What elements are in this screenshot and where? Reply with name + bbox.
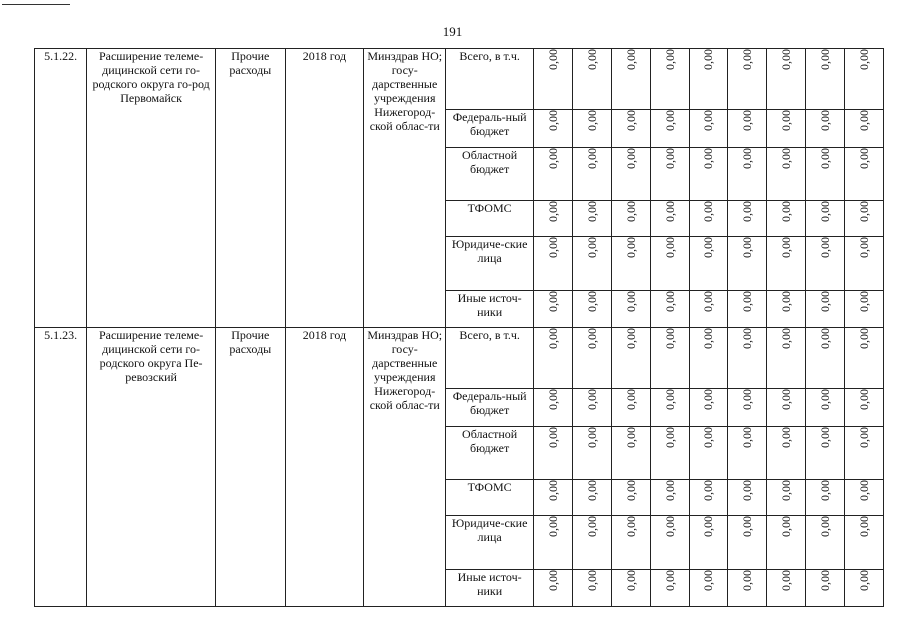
value-text: 0,00 — [779, 148, 794, 169]
value-text: 0,00 — [623, 328, 638, 349]
value-cell — [806, 389, 845, 427]
value-cell — [650, 427, 689, 480]
value-cell — [728, 148, 767, 201]
value-cell — [572, 427, 611, 480]
value-text: 0,00 — [779, 427, 794, 448]
value-text: 0,00 — [584, 49, 599, 70]
value-cell — [689, 516, 728, 570]
value-cell — [534, 389, 573, 427]
value-text: 0,00 — [740, 570, 755, 591]
value-text: 0,00 — [701, 389, 716, 410]
value-text: 0,00 — [779, 389, 794, 410]
value-cell — [572, 516, 611, 570]
value-text: 0,00 — [856, 389, 871, 410]
value-text: 0,00 — [856, 570, 871, 591]
value-text: 0,00 — [623, 389, 638, 410]
value-cell — [611, 389, 650, 427]
value-cell — [572, 110, 611, 148]
value-text: 0,00 — [623, 291, 638, 312]
value-cell — [767, 480, 806, 516]
table-row — [35, 49, 884, 110]
value-text: 0,00 — [584, 389, 599, 410]
value-cell — [767, 237, 806, 291]
value-text: 0,00 — [584, 237, 599, 258]
value-cell — [534, 148, 573, 201]
value-cell — [844, 237, 883, 291]
value-cell — [572, 570, 611, 607]
row-name: Расширение телеме-дицинской сети го-родского округа го-род Первомайск — [87, 49, 216, 328]
value-text: 0,00 — [623, 480, 638, 501]
value-cell — [689, 389, 728, 427]
value-cell — [611, 328, 650, 389]
value-text: 0,00 — [740, 237, 755, 258]
value-text: 0,00 — [623, 201, 638, 222]
value-cell — [689, 237, 728, 291]
value-text: 0,00 — [546, 516, 561, 537]
value-text: 0,00 — [662, 148, 677, 169]
value-cell — [650, 237, 689, 291]
value-text: 0,00 — [662, 570, 677, 591]
value-text: 0,00 — [584, 291, 599, 312]
value-cell — [806, 201, 845, 237]
value-text: 0,00 — [779, 570, 794, 591]
value-text: 0,00 — [856, 291, 871, 312]
value-cell — [611, 110, 650, 148]
value-cell — [650, 49, 689, 110]
value-text: 0,00 — [856, 201, 871, 222]
value-text: 0,00 — [546, 427, 561, 448]
value-text: 0,00 — [584, 516, 599, 537]
value-text: 0,00 — [546, 328, 561, 349]
value-cell — [534, 237, 573, 291]
value-text: 0,00 — [623, 570, 638, 591]
value-text: 0,00 — [623, 427, 638, 448]
value-cell — [611, 201, 650, 237]
value-cell — [844, 49, 883, 110]
value-cell — [611, 237, 650, 291]
value-cell — [728, 49, 767, 110]
value-text: 0,00 — [584, 328, 599, 349]
value-text: 0,00 — [818, 201, 833, 222]
row-executor: Минздрав НО; госу-дарственные учреждения Нижегород-ской облас-ти — [364, 328, 446, 607]
value-text: 0,00 — [701, 49, 716, 70]
value-text: 0,00 — [701, 291, 716, 312]
row-category: Прочие расходы — [216, 328, 286, 607]
value-text: 0,00 — [779, 516, 794, 537]
value-cell — [728, 291, 767, 328]
value-cell — [806, 291, 845, 328]
table-row — [35, 328, 884, 389]
funding-source-label: Юридиче-ские лица — [446, 237, 534, 291]
value-cell — [572, 201, 611, 237]
funding-source-label: Иные источ-ники — [446, 291, 534, 328]
value-text: 0,00 — [546, 389, 561, 410]
value-cell — [650, 480, 689, 516]
value-text: 0,00 — [584, 201, 599, 222]
value-text: 0,00 — [546, 570, 561, 591]
value-cell — [650, 148, 689, 201]
value-text: 0,00 — [623, 110, 638, 131]
value-cell — [767, 328, 806, 389]
value-text: 0,00 — [662, 427, 677, 448]
value-cell — [844, 328, 883, 389]
value-cell — [572, 328, 611, 389]
value-cell — [534, 49, 573, 110]
value-text: 0,00 — [818, 237, 833, 258]
value-text: 0,00 — [818, 148, 833, 169]
value-cell — [650, 328, 689, 389]
value-cell — [611, 480, 650, 516]
value-cell — [611, 49, 650, 110]
value-cell — [844, 480, 883, 516]
page-corner-rule — [2, 4, 70, 5]
value-cell — [767, 570, 806, 607]
budget-table — [34, 48, 884, 607]
value-text: 0,00 — [856, 49, 871, 70]
funding-source-label: Всего, в т.ч. — [446, 49, 534, 110]
value-text: 0,00 — [856, 516, 871, 537]
page-number: 191 — [442, 24, 463, 39]
value-cell — [728, 237, 767, 291]
value-cell — [689, 480, 728, 516]
value-text: 0,00 — [701, 427, 716, 448]
value-cell — [650, 516, 689, 570]
value-cell — [534, 328, 573, 389]
value-text: 0,00 — [584, 148, 599, 169]
value-cell — [689, 427, 728, 480]
value-cell — [689, 201, 728, 237]
value-cell — [689, 328, 728, 389]
value-text: 0,00 — [546, 237, 561, 258]
value-text: 0,00 — [740, 480, 755, 501]
value-text: 0,00 — [740, 148, 755, 169]
value-text: 0,00 — [701, 201, 716, 222]
value-text: 0,00 — [856, 328, 871, 349]
value-text: 0,00 — [856, 427, 871, 448]
value-cell — [844, 570, 883, 607]
value-text: 0,00 — [584, 480, 599, 501]
value-text: 0,00 — [701, 148, 716, 169]
value-text: 0,00 — [701, 328, 716, 349]
value-cell — [767, 148, 806, 201]
value-cell — [534, 570, 573, 607]
value-text: 0,00 — [662, 291, 677, 312]
value-cell — [689, 291, 728, 328]
value-cell — [611, 148, 650, 201]
funding-source-label: Областной бюджет — [446, 427, 534, 480]
row-year: 2018 год — [285, 328, 364, 607]
value-cell — [534, 480, 573, 516]
value-text: 0,00 — [779, 237, 794, 258]
value-cell — [806, 516, 845, 570]
funding-source-label: ТФОМС — [446, 201, 534, 237]
value-text: 0,00 — [546, 148, 561, 169]
value-text: 0,00 — [818, 516, 833, 537]
value-text: 0,00 — [740, 201, 755, 222]
funding-source-label: Всего, в т.ч. — [446, 328, 534, 389]
value-cell — [650, 570, 689, 607]
value-text: 0,00 — [662, 328, 677, 349]
value-text: 0,00 — [584, 110, 599, 131]
value-cell — [806, 237, 845, 291]
row-category: Прочие расходы — [216, 49, 286, 328]
funding-source-label: Областной бюджет — [446, 148, 534, 201]
value-text: 0,00 — [818, 49, 833, 70]
value-text: 0,00 — [856, 480, 871, 501]
value-text: 0,00 — [623, 237, 638, 258]
value-text: 0,00 — [779, 110, 794, 131]
value-cell — [650, 110, 689, 148]
row-name: Расширение телеме-дицинской сети го-родского округа Пе-ревозский — [87, 328, 216, 607]
value-cell — [728, 110, 767, 148]
funding-source-label: Федераль-ный бюджет — [446, 110, 534, 148]
value-cell — [844, 201, 883, 237]
value-text: 0,00 — [701, 237, 716, 258]
value-text: 0,00 — [779, 328, 794, 349]
value-text: 0,00 — [818, 389, 833, 410]
value-text: 0,00 — [662, 110, 677, 131]
value-cell — [689, 110, 728, 148]
row-code: 5.1.23. — [35, 328, 87, 607]
row-year: 2018 год — [285, 49, 364, 328]
value-text: 0,00 — [740, 49, 755, 70]
value-text: 0,00 — [818, 110, 833, 131]
value-text: 0,00 — [818, 570, 833, 591]
row-code: 5.1.22. — [35, 49, 87, 328]
value-text: 0,00 — [662, 237, 677, 258]
value-cell — [689, 570, 728, 607]
value-text: 0,00 — [740, 291, 755, 312]
value-cell — [572, 49, 611, 110]
value-cell — [728, 389, 767, 427]
value-text: 0,00 — [701, 570, 716, 591]
value-cell — [572, 148, 611, 201]
funding-source-label: ТФОМС — [446, 480, 534, 516]
value-text: 0,00 — [623, 148, 638, 169]
value-cell — [611, 516, 650, 570]
value-cell — [534, 291, 573, 328]
value-cell — [728, 328, 767, 389]
value-text: 0,00 — [584, 427, 599, 448]
value-cell — [728, 427, 767, 480]
value-cell — [728, 201, 767, 237]
value-cell — [844, 389, 883, 427]
value-text: 0,00 — [818, 328, 833, 349]
value-cell — [806, 49, 845, 110]
value-text: 0,00 — [779, 291, 794, 312]
value-text: 0,00 — [856, 110, 871, 131]
value-text: 0,00 — [740, 427, 755, 448]
value-text: 0,00 — [546, 201, 561, 222]
value-cell — [650, 201, 689, 237]
value-cell — [844, 110, 883, 148]
value-cell — [767, 389, 806, 427]
value-cell — [844, 427, 883, 480]
funding-source-label: Федераль-ный бюджет — [446, 389, 534, 427]
value-text: 0,00 — [818, 291, 833, 312]
funding-source-label: Иные источ-ники — [446, 570, 534, 607]
value-cell — [611, 427, 650, 480]
value-cell — [844, 516, 883, 570]
value-text: 0,00 — [779, 480, 794, 501]
value-text: 0,00 — [584, 570, 599, 591]
value-cell — [650, 291, 689, 328]
value-text: 0,00 — [662, 480, 677, 501]
value-cell — [728, 480, 767, 516]
value-text: 0,00 — [701, 516, 716, 537]
value-text: 0,00 — [662, 49, 677, 70]
value-cell — [806, 427, 845, 480]
value-text: 0,00 — [740, 516, 755, 537]
value-cell — [806, 480, 845, 516]
value-text: 0,00 — [546, 110, 561, 131]
table-body — [35, 49, 884, 607]
value-text: 0,00 — [701, 480, 716, 501]
value-text: 0,00 — [701, 110, 716, 131]
value-text: 0,00 — [856, 237, 871, 258]
value-text: 0,00 — [740, 328, 755, 349]
value-cell — [728, 570, 767, 607]
value-cell — [534, 201, 573, 237]
value-cell — [611, 570, 650, 607]
value-text: 0,00 — [662, 201, 677, 222]
value-cell — [534, 516, 573, 570]
value-cell — [572, 291, 611, 328]
value-text: 0,00 — [818, 427, 833, 448]
value-text: 0,00 — [740, 389, 755, 410]
value-cell — [767, 427, 806, 480]
value-cell — [844, 291, 883, 328]
value-text: 0,00 — [623, 516, 638, 537]
value-cell — [728, 516, 767, 570]
value-cell — [611, 291, 650, 328]
value-text: 0,00 — [856, 148, 871, 169]
value-cell — [806, 148, 845, 201]
value-text: 0,00 — [818, 480, 833, 501]
value-text: 0,00 — [623, 49, 638, 70]
value-text: 0,00 — [779, 201, 794, 222]
value-cell — [534, 110, 573, 148]
value-cell — [650, 389, 689, 427]
value-cell — [689, 49, 728, 110]
value-cell — [806, 570, 845, 607]
value-text: 0,00 — [546, 49, 561, 70]
value-cell — [844, 148, 883, 201]
value-text: 0,00 — [546, 480, 561, 501]
value-text: 0,00 — [662, 516, 677, 537]
value-cell — [689, 148, 728, 201]
value-cell — [767, 201, 806, 237]
value-cell — [767, 516, 806, 570]
value-text: 0,00 — [546, 291, 561, 312]
value-cell — [572, 480, 611, 516]
funding-source-label: Юридиче-ские лица — [446, 516, 534, 570]
value-cell — [572, 389, 611, 427]
value-cell — [572, 237, 611, 291]
value-text: 0,00 — [662, 389, 677, 410]
value-text: 0,00 — [740, 110, 755, 131]
value-cell — [806, 328, 845, 389]
value-cell — [534, 427, 573, 480]
value-cell — [806, 110, 845, 148]
value-cell — [767, 291, 806, 328]
row-executor: Минздрав НО; госу-дарственные учреждения Нижегород-ской облас-ти — [364, 49, 446, 328]
value-cell — [767, 49, 806, 110]
value-text: 0,00 — [779, 49, 794, 70]
value-cell — [767, 110, 806, 148]
